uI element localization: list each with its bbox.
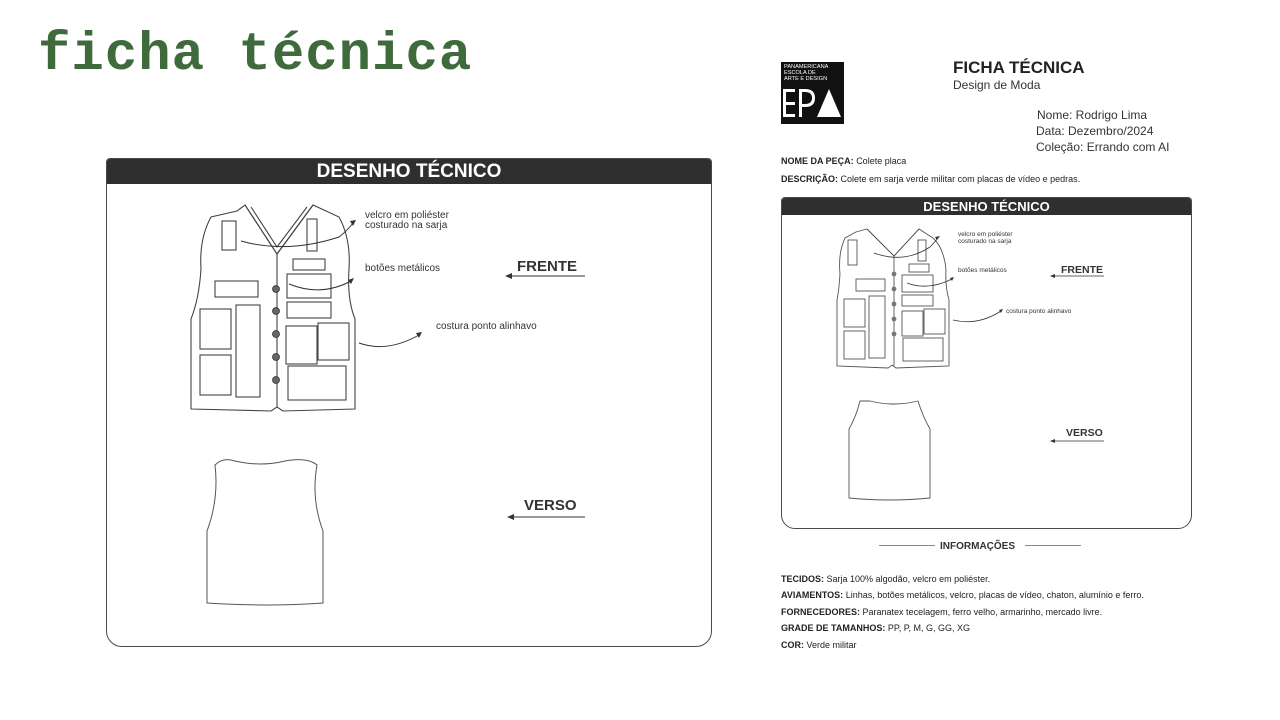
annotation-velcro-line1: velcro em poliéster xyxy=(365,210,449,221)
slide-title: ficha técnica xyxy=(38,25,473,86)
annotation-seam: costura ponto alinhavo xyxy=(436,321,537,332)
info-trims-value: Linhas, botões metálicos, velcro, placas de vídeo, chaton, alumínio e ferro. xyxy=(845,590,1144,600)
sheet-title: FICHA TÉCNICA xyxy=(953,58,1085,77)
description-field xyxy=(781,174,1080,184)
front-label: FRENTE xyxy=(517,258,577,275)
logo-line-1: PANAMERICANA xyxy=(784,64,829,70)
info-sizes-label: GRADE DE TAMANHOS: xyxy=(781,623,886,633)
panel-header: DESENHO TÉCNICO xyxy=(107,159,711,184)
info-suppliers xyxy=(781,607,1102,617)
sheet-subtitle: Design de Moda xyxy=(953,78,1041,92)
description-label: DESCRIÇÃO: xyxy=(781,174,839,184)
info-divider-left xyxy=(879,545,935,546)
sheet-vest-front-drawing xyxy=(837,229,949,368)
sheet-annotation-buttons: botões metálicos xyxy=(958,267,1007,274)
info-sizes xyxy=(781,623,970,633)
author-name: Nome: Rodrigo Lima xyxy=(1037,108,1148,122)
piece-name-value: Colete placa xyxy=(856,156,907,166)
sheet-panel-header: DESENHO TÉCNICO xyxy=(782,198,1191,215)
sheet-back-label: VERSO xyxy=(1066,427,1103,439)
sheet-technical-drawing-panel xyxy=(781,197,1192,529)
sheet-annotation-velcro-line2: costurado na sarja xyxy=(958,238,1012,245)
info-trims-label: AVIAMENTOS: xyxy=(781,590,844,600)
description-value: Colete em sarja verde militar com placas de vídeo e pedras. xyxy=(840,174,1081,184)
sheet-front-label: FRENTE xyxy=(1061,264,1103,276)
annotation-velcro-line2: costurado na sarja xyxy=(365,220,448,231)
info-fabrics xyxy=(781,574,990,584)
sheet-annotation-velcro-line1: velcro em poliéster xyxy=(958,231,1013,238)
piece-name-label: NOME DA PEÇA: xyxy=(781,156,854,166)
sheet-annotation-seam: costura ponto alinhavo xyxy=(1006,308,1072,315)
annotation-buttons: botões metálicos xyxy=(365,263,441,274)
logo-mark xyxy=(781,62,844,124)
info-title: INFORMAÇÕES xyxy=(940,541,1015,552)
school-logo xyxy=(781,62,844,124)
info-color-value: Verde militar xyxy=(806,640,857,650)
piece-name-field xyxy=(781,156,906,166)
collection-name: Coleção: Errando com AI xyxy=(1036,140,1170,154)
info-divider-right xyxy=(1025,545,1081,546)
info-color-label: COR: xyxy=(781,640,804,650)
back-label: VERSO xyxy=(524,497,577,514)
info-fabrics-label: TECIDOS: xyxy=(781,574,825,584)
info-color xyxy=(781,640,857,650)
logo-line-2: ESCOLA DE xyxy=(784,70,816,76)
info-trims xyxy=(781,590,1144,600)
info-fabrics-value: Sarja 100% algodão, velcro em poliéster. xyxy=(826,574,991,584)
logo-line-3: ARTE E DESIGN xyxy=(784,76,828,82)
info-sizes-value: PP, P, M, G, GG, XG xyxy=(887,623,971,633)
info-suppliers-label: FORNECEDORES: xyxy=(781,607,861,617)
vest-back-drawing xyxy=(207,460,323,605)
info-suppliers-value: Paranatex tecelagem, ferro velho, armarinho, mercado livre. xyxy=(862,607,1103,617)
sheet-technical-drawing xyxy=(782,198,1191,528)
technical-drawing-panel xyxy=(106,158,712,647)
technical-drawing xyxy=(107,159,711,646)
sheet-vest-back-drawing xyxy=(849,401,930,500)
sheet-date: Data: Dezembro/2024 xyxy=(1036,124,1154,138)
